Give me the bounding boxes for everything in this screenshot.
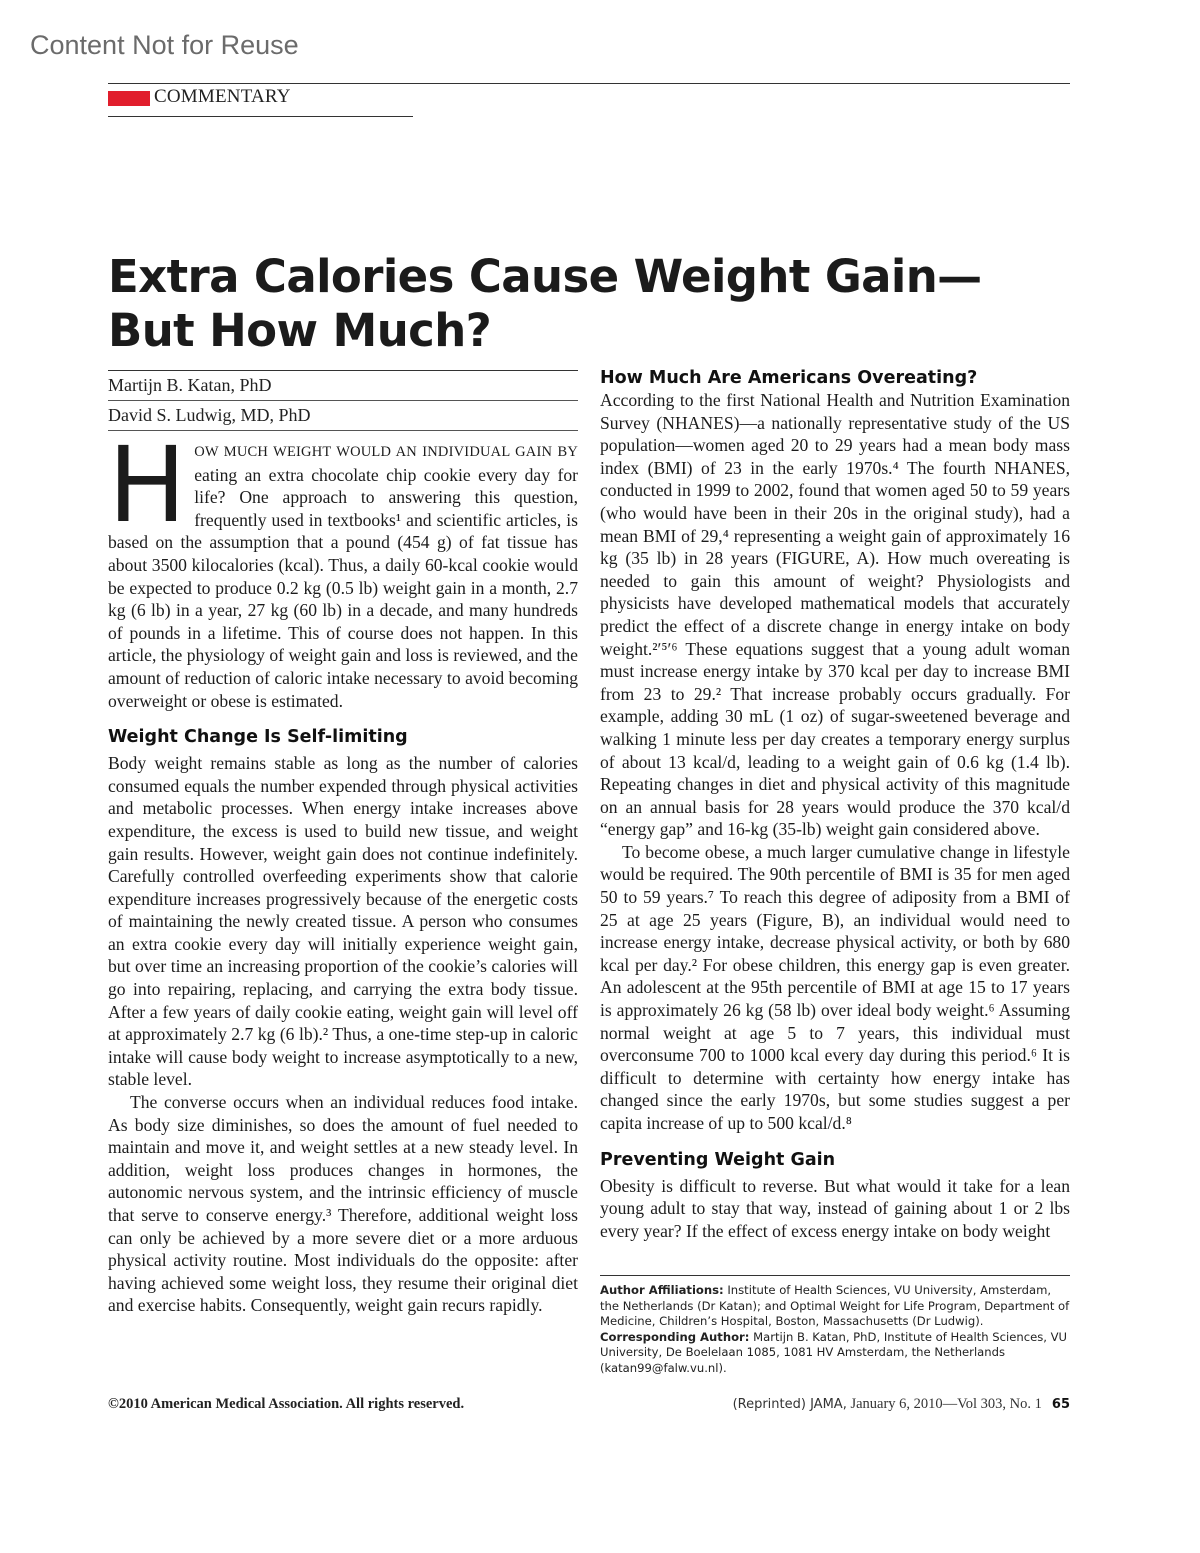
- intro-text: eating an extra chocolate chip cookie every day for life? One approach to answering this question, frequently used in textbooks¹ and scientific articles, is based on the assumption that a pound (454 g) of fat tissue has about 3500 kilocalories (kcal). Thus, a daily 60-kcal cookie would be expected to produce 0.2 kg (0.5 lb) weight gain in a month, 2.7 kg (6 lb) in a year, 27 kg (60 lb) in a decade, and many hundreds of pounds in a lifetime. This of course does not happen. In this article, the physiology of weight gain and loss is reviewed, and the amount of reduction of caloric intake necessary to avoid becoming overweight or obese is estimated.: [108, 464, 578, 711]
- body-paragraph: According to the first National Health and Nutrition Examination Survey (NHANES)—a nationally representative study of the US population—women aged 20 to 29 years had a mean body mass index (BMI) of 23 in the early 1970s.⁴ The fourth NHANES, conducted in 1999 to 2002, found that women aged 50 to 59 years (who would have been in their 20s in the original study), had a mean BMI of 29,⁴ representing a weight gain of approximately 16 kg (35 lb) in 28 years (FIGURE, A). How much overeating is needed to gain this amount of weight? Physiologists and physicists have developed mathematical models that accurately predict the effect of a discrete change in energy intake on body weight.²ʹ⁵ʹ⁶ These equations suggest that a young adult woman must increase energy intake by 370 kcal per day to increase BMI from 23 to 29.² That increase probably occurs gradually. For example, adding 30 mL (1 oz) of sugar-sweetened beverage and walking 1 minute less per day creates a temporary energy surplus of about 13 kcal/d, leading to a weight gain of 0.6 kg (1.4 lb). Repeating changes in diet and physical activity of this magnitude on an annual basis for 28 years would produce the 370 kcal/d “energy gap” and 16-kg (35-lb) weight gain considered above.: [600, 390, 1070, 840]
- header-rule: [108, 83, 1070, 84]
- intro-lead-in: OW MUCH WEIGHT WOULD AN INDIVIDUAL GAIN BY: [194, 444, 578, 460]
- left-column: [108, 370, 578, 1317]
- section-heading: Preventing Weight Gain: [600, 1149, 836, 1170]
- section-tag: [108, 88, 413, 117]
- watermark: Content Not for Reuse: [30, 30, 299, 60]
- body-paragraph: Body weight remains stable as long as the number of calories consumed equals the number expended through physical activities and metabolic processes. When energy intake increases above expenditure, the excess is used to build new tissue, and weight gain results. However, weight gain does not continue indefinitely. Carefully controlled overfeeding experiments show that calorie expenditure increases progressively because of the energetic costs of maintaining the newly created tissue. A person who consumes an extra cookie every day will initially experience weight gain, but over time an increasing proportion of the cookie’s calories will go into repairing, replacing, and carrying the extra body tissue. After a few years of daily cookie eating, weight gain will level off at approximately 2.7 kg (6 lb).² Thus, a one-time step-up in caloric intake will cause body weight to increase asymptotically to a new, stable level.: [108, 753, 578, 1090]
- article-title: [108, 250, 1008, 358]
- article-title-line1: Extra Calories Cause Weight Gain—: [108, 250, 982, 303]
- author-list: [108, 370, 578, 431]
- corresponding-author-text: Martijn B. Katan, PhD, Institute of Health Sciences, VU University, De Boelelaan 1085, 1081 HV Amsterdam, the Netherlands (katan99@falw.vu.nl).: [600, 1329, 1068, 1375]
- article-title-line2: But How Much?: [108, 304, 492, 357]
- copyright-notice: ©2010 American Medical Association. All rights reserved.: [108, 1396, 465, 1412]
- corresponding-author-block: [600, 1330, 1070, 1377]
- journal-citation: [600, 1396, 1070, 1413]
- reprinted-label: (Reprinted) JAMA,: [732, 1397, 847, 1412]
- section-color-bar: [108, 91, 150, 106]
- section-tag-label: COMMENTARY: [154, 86, 291, 107]
- affiliations-label: Author Affiliations:: [600, 1283, 724, 1297]
- body-paragraph: The converse occurs when an individual reduces food intake. As body size diminishes, so does the amount of fuel needed to maintain and move it, and weight settles at a new steady level. In addition, weight loss produces changes in hormones, the autonomic nervous system, and the intrinsic efficiency of muscle that serve to conserve energy.³ Therefore, additional weight loss can only be achieved by a more severe diet or a more arduous physical activity routine. Most individuals do the opposite: after having achieved some weight loss, they resume their original diet and exercise habits. Consequently, weight gain recurs rapidly.: [108, 1092, 578, 1316]
- body-paragraph: To become obese, a much larger cumulative change in lifestyle would be required. The 90th percentile of BMI is 35 for men aged 50 to 59 years.⁷ To reach this degree of adiposity from a BMI of 25 at age 25 years (Figure, B), an individual would need to increase energy intake, decrease physical activity, or both by 680 kcal per day.² For obese children, this energy gap is even greater. An adolescent at the 95th percentile of BMI at age 15 to 17 years is approximately 26 kg (58 lb) over ideal body weight.⁶ Assuming normal weight at age 5 to 7 years, this individual must overconsume 700 to 1000 kcal every day during this period.⁶ It is difficult to determine with certainty how energy intake has changed since the early 1970s, but some studies suggest a per capita increase of up to 500 kcal/d.⁸: [600, 841, 1070, 1133]
- affiliations-block: [600, 1283, 1070, 1330]
- citation-text: January 6, 2010—Vol 303, No. 1: [846, 1396, 1042, 1412]
- page-number: 65: [1051, 1397, 1070, 1412]
- intro-paragraph: [108, 424, 578, 712]
- body-paragraph: Obesity is difficult to reverse. But what would it take for a lean young adult to stay that way, instead of gaining about 1 or 2 lbs every year? If the effect of excess energy intake on body weight: [600, 1175, 1070, 1241]
- author-name: David S. Ludwig, MD, PhD: [108, 401, 578, 431]
- corresponding-author-label: Corresponding Author:: [600, 1329, 750, 1344]
- affiliations-text: Institute of Health Sciences, VU University, Amsterdam, the Netherlands (Dr Katan); and Optimal Weight for Life Program, Department of Medicine, Children’s Hospital, Boston, Massachusetts (Dr Ludwig).: [600, 1283, 1070, 1329]
- author-name: Martijn B. Katan, PhD: [108, 371, 578, 401]
- author-affiliations: [600, 1275, 1070, 1377]
- section-heading: Weight Change Is Self-limiting: [108, 727, 408, 748]
- right-column: [600, 367, 1070, 1242]
- drop-cap: H: [108, 424, 187, 546]
- section-heading: How Much Are Americans Overeating?: [600, 368, 978, 388]
